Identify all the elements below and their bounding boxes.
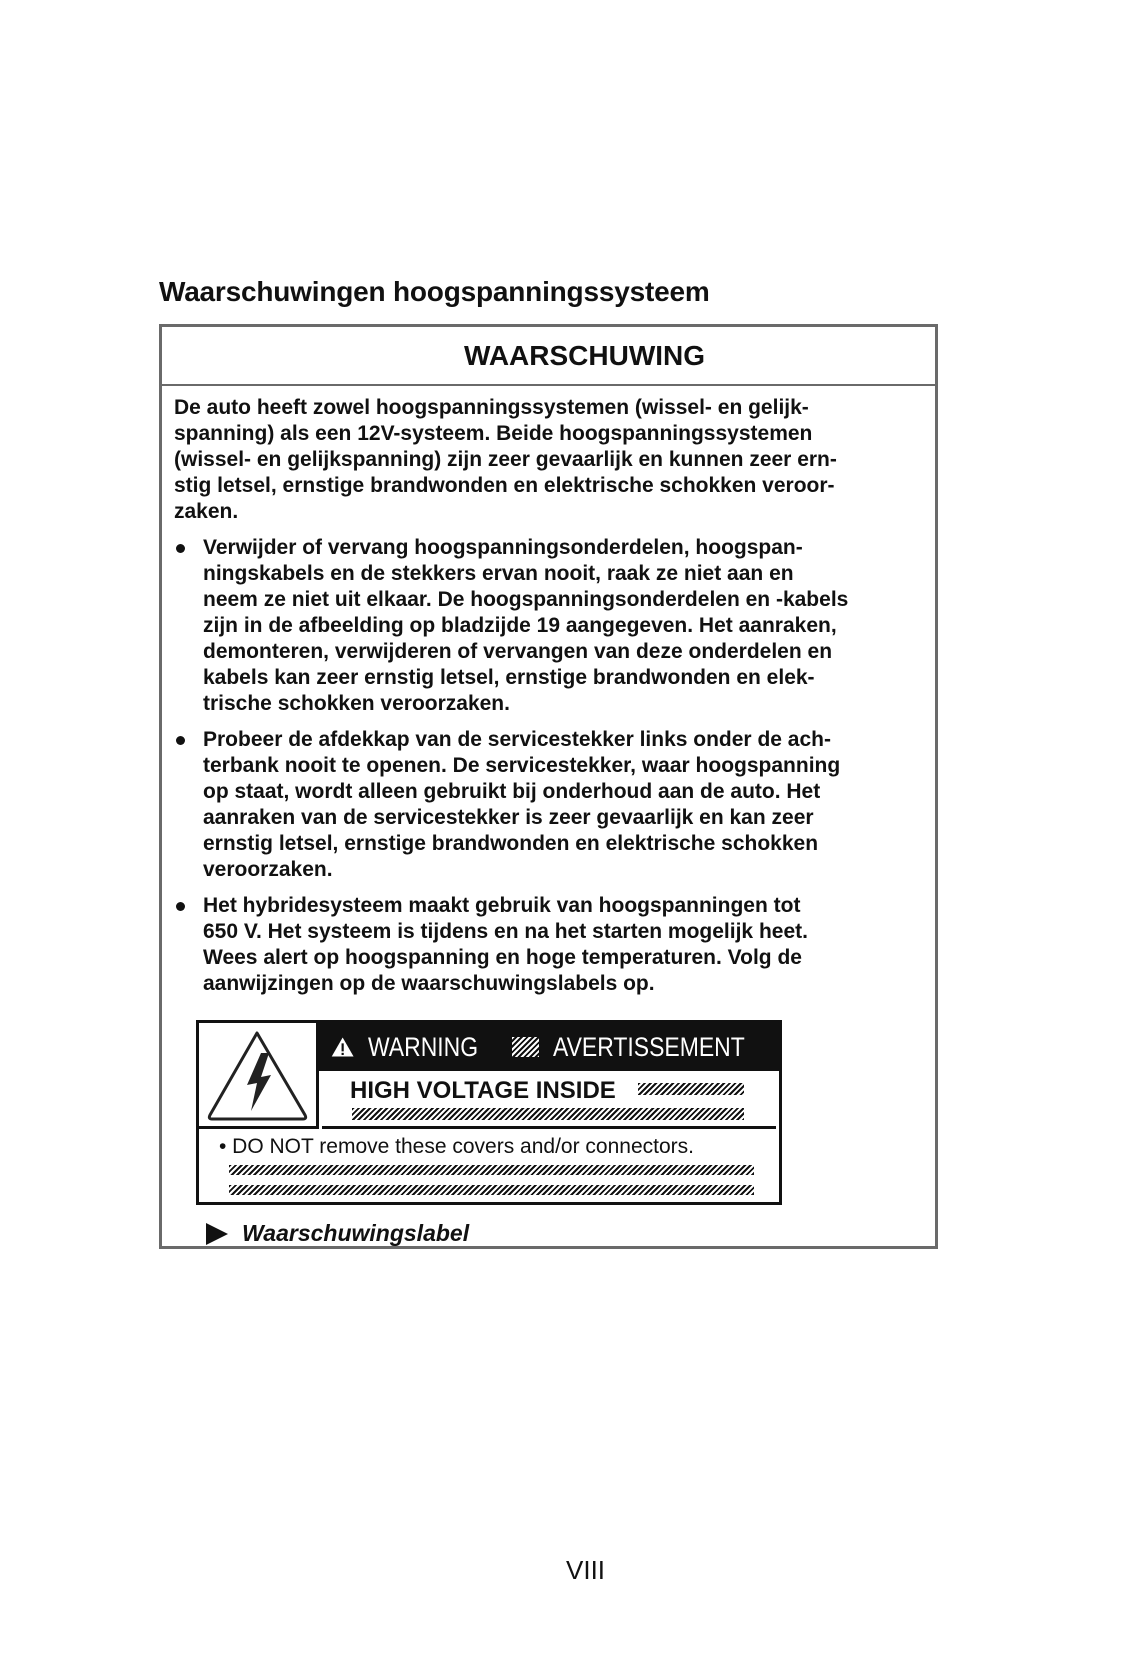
text-line: De auto heeft zowel hoogspanningssystemen (wissel- en gelijk- — [174, 396, 809, 419]
text-line: ningskabels en de stekkers ervan nooit, raak ze niet aan en — [203, 562, 794, 585]
section-title: Waarschuwingen hoogspanningssysteem — [159, 276, 710, 307]
text-line: veroorzaken. — [203, 858, 333, 881]
intro-paragraph — [174, 395, 927, 525]
text-line: Probeer de afdekkap van de servicestekker links onder de ach- — [203, 728, 831, 751]
bullet-icon — [176, 902, 185, 911]
hatch-decoration — [229, 1165, 754, 1175]
text-line: aanwijzingen op de waarschuwingslabels op. — [203, 972, 655, 995]
label-warning-bar — [319, 1023, 779, 1071]
high-voltage-icon — [199, 1023, 319, 1129]
hatch-decoration — [352, 1108, 744, 1120]
text-line: neem ze niet uit elkaar. De hoogspanningsonderdelen en -kabels — [203, 588, 849, 611]
text-line: aanraken van de servicestekker is zeer gevaarlijk en kan zeer — [203, 806, 814, 829]
bullet-icon — [176, 544, 185, 553]
text-line: 650 V. Het systeem is tijdens en na het starten mogelijk heet. — [203, 920, 808, 943]
warning-heading: WAARSCHUWING — [162, 327, 935, 386]
text-line: Het hybridesysteem maakt gebruik van hoogspanningen tot — [203, 894, 801, 917]
label-warning-text: WARNING — [368, 1031, 479, 1062]
caution-triangle-icon — [331, 1033, 354, 1061]
warning-label-image — [196, 1020, 782, 1205]
text-line: spanning) als een 12V-systeem. Beide hoogspanningssystemen — [174, 422, 813, 445]
text-line: Wees alert op hoogspanning en hoge temperaturen. Volg de — [203, 946, 802, 969]
page-number: VIII — [566, 1555, 606, 1585]
bullet-item — [174, 893, 927, 997]
label-do-not-text: • DO NOT remove these covers and/or connectors. — [219, 1135, 694, 1158]
label-high-voltage-row — [322, 1071, 776, 1129]
bullet-item — [174, 535, 927, 717]
label-high-voltage-text: HIGH VOLTAGE INSIDE — [350, 1077, 616, 1104]
warning-body — [174, 395, 927, 997]
text-line: op staat, wordt alleen gebruikt bij onderhoud aan de auto. Het — [203, 780, 821, 803]
hatch-decoration — [638, 1083, 744, 1095]
bullet-item — [174, 727, 927, 883]
text-line: demonteren, verwijderen of vervangen van deze onderdelen en — [203, 640, 833, 663]
text-line: stig letsel, ernstige brandwonden en elektrische schokken veroor- — [174, 474, 835, 497]
warning-box — [159, 324, 938, 1249]
hatch-decoration — [512, 1037, 540, 1057]
text-line: trische schokken veroorzaken. — [203, 692, 510, 715]
text-line: zijn in de afbeelding op bladzijde 19 aangegeven. Het aanraken, — [203, 614, 837, 637]
figure-caption — [206, 1220, 469, 1247]
text-line: ernstig letsel, ernstige brandwonden en elektrische schokken — [203, 832, 819, 855]
text-line: kabels kan zeer ernstig letsel, ernstige brandwonden en elek- — [203, 666, 815, 689]
bullet-icon — [176, 736, 185, 745]
text-line: (wissel- en gelijkspanning) zijn zeer gevaarlijk en kunnen zeer ern- — [174, 448, 837, 471]
hatch-decoration — [229, 1185, 754, 1195]
text-line: Verwijder of vervang hoogspanningsonderdelen, hoogspan- — [203, 536, 803, 559]
text-line: zaken. — [174, 500, 239, 523]
arrow-right-icon — [206, 1223, 228, 1245]
label-avertissement-text: AVERTISSEMENT — [553, 1031, 746, 1062]
text-line: terbank nooit te openen. De servicestekker, waar hoogspanning — [203, 754, 841, 777]
caption-text: Waarschuwingslabel — [242, 1220, 470, 1246]
